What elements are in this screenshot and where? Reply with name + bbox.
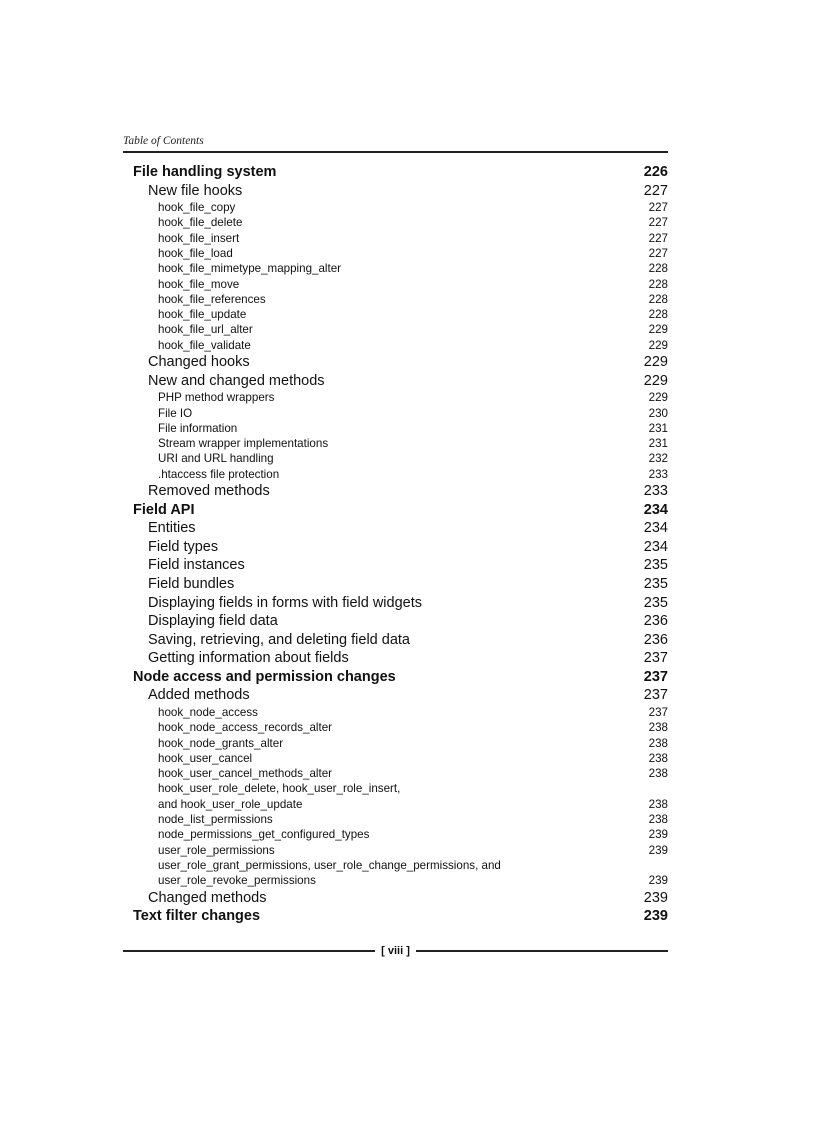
toc-entry-title: hook_file_move xyxy=(158,277,240,291)
toc-entry-title: Displaying fields in forms with field widgets xyxy=(148,594,422,611)
toc-entry-level-3 xyxy=(123,812,668,827)
toc-entry-level-1 xyxy=(123,501,668,520)
toc-entry-title: Field API xyxy=(133,501,195,518)
toc-entry-page: 239 xyxy=(648,828,668,842)
header-rule xyxy=(123,151,668,153)
toc-entry-title: hook_node_access xyxy=(158,705,258,719)
toc-entry-page: 239 xyxy=(643,889,668,906)
toc-list xyxy=(123,163,668,926)
toc-entry-level-3 xyxy=(123,797,668,812)
toc-entry-title: Saving, retrieving, and deleting field data xyxy=(148,631,410,648)
toc-entry-level-3 xyxy=(123,261,668,276)
toc-entry-page: 227 xyxy=(648,216,668,230)
toc-entry-level-3 xyxy=(123,406,668,421)
toc-entry-page: 230 xyxy=(648,406,668,420)
toc-entry-page: 239 xyxy=(643,908,668,925)
toc-entry-page: 231 xyxy=(648,437,668,451)
toc-entry-page: 229 xyxy=(648,391,668,405)
toc-entry-level-3 xyxy=(123,467,668,482)
toc-entry-level-2 xyxy=(123,182,668,201)
toc-entry-level-2 xyxy=(123,538,668,557)
toc-entry-page: 238 xyxy=(648,751,668,765)
toc-entry-title: New and changed methods xyxy=(148,372,325,389)
toc-entry-page: 228 xyxy=(648,262,668,276)
toc-entry-page: 227 xyxy=(643,182,668,199)
toc-entry-page: 236 xyxy=(643,613,668,630)
toc-entry-page: 239 xyxy=(648,843,668,857)
toc-entry-title: Stream wrapper implementations xyxy=(158,437,329,451)
toc-entry-title: New file hooks xyxy=(148,182,243,199)
toc-entry-page: 229 xyxy=(643,354,668,371)
toc-entry-level-1 xyxy=(123,163,668,182)
toc-entry-title: File IO xyxy=(158,406,193,420)
toc-entry-title: user_role_permissions xyxy=(158,843,275,857)
toc-entry-level-1 xyxy=(123,907,668,926)
toc-entry-level-3 xyxy=(123,827,668,842)
toc-entry-page: 238 xyxy=(648,721,668,735)
toc-entry-page: 238 xyxy=(648,797,668,811)
toc-entry-title: hook_user_cancel xyxy=(158,751,253,765)
toc-entry-page: 234 xyxy=(643,538,668,555)
toc-entry-level-3 xyxy=(123,338,668,353)
toc-entry-level-2 xyxy=(123,889,668,908)
toc-entry-level-2 xyxy=(123,372,668,391)
toc-entry-level-3 xyxy=(123,843,668,858)
toc-entry-page: 237 xyxy=(643,687,668,704)
toc-entry-page: 231 xyxy=(648,421,668,435)
toc-entry-title: Entities xyxy=(148,520,196,537)
toc-entry-level-3 xyxy=(123,451,668,466)
toc-entry-page: 237 xyxy=(643,668,668,685)
toc-entry-level-2 xyxy=(123,686,668,705)
toc-entry-level-2 xyxy=(123,631,668,650)
toc-entry-page: 237 xyxy=(643,650,668,667)
toc-entry-page: 228 xyxy=(648,292,668,306)
toc-entry-title: URI and URL handling xyxy=(158,452,274,466)
toc-entry-title: node_list_permissions xyxy=(158,813,273,827)
toc-entry-title: hook_file_references xyxy=(158,292,266,306)
toc-entry-title: Displaying field data xyxy=(148,613,278,630)
toc-entry-page: 235 xyxy=(643,557,668,574)
toc-entry-level-2 xyxy=(123,519,668,538)
toc-entry-title: Getting information about fields xyxy=(148,650,349,667)
toc-entry-title: hook_node_grants_alter xyxy=(158,736,284,750)
toc-entry-page: 238 xyxy=(648,813,668,827)
toc-entry-title: hook_file_url_alter xyxy=(158,323,253,337)
toc-entry-page: 238 xyxy=(648,736,668,750)
toc-entry-title: File information xyxy=(158,421,238,435)
toc-entry-level-3 xyxy=(123,705,668,720)
toc-entry-title: .htaccess file protection xyxy=(158,467,280,481)
toc-entry-level-3 xyxy=(123,215,668,230)
toc-entry-title: Removed methods xyxy=(148,483,270,500)
toc-entry-title: hook_node_access_records_alter xyxy=(158,721,333,735)
toc-entry-page: 235 xyxy=(643,594,668,611)
toc-entry-level-3 xyxy=(123,781,668,796)
page-footer xyxy=(123,945,668,957)
toc-entry-title: Field types xyxy=(148,538,219,555)
toc-entry-title: hook_file_load xyxy=(158,246,233,260)
toc-entry-level-2 xyxy=(123,612,668,631)
toc-entry-title: Changed hooks xyxy=(148,354,250,371)
toc-entry-level-3 xyxy=(123,322,668,337)
toc-entry-page: 229 xyxy=(648,338,668,352)
toc-entry-title: Added methods xyxy=(148,687,250,704)
toc-entry-title: Field instances xyxy=(148,557,245,574)
toc-entry-level-3 xyxy=(123,231,668,246)
toc-entry-title: Field bundles xyxy=(148,575,235,592)
toc-entry-level-3 xyxy=(123,751,668,766)
toc-entry-level-3 xyxy=(123,246,668,261)
toc-entry-level-3 xyxy=(123,436,668,451)
toc-entry-level-1 xyxy=(123,668,668,687)
toc-entry-level-3 xyxy=(123,390,668,405)
toc-entry-page: 228 xyxy=(648,277,668,291)
toc-entry-title: File handling system xyxy=(133,164,277,180)
toc-entry-title: node_permissions_get_configured_types xyxy=(158,828,370,842)
toc-entry-level-2 xyxy=(123,482,668,501)
toc-entry-page: 228 xyxy=(648,308,668,322)
toc-entry-level-3 xyxy=(123,200,668,215)
toc-entry-level-3 xyxy=(123,307,668,322)
toc-entry-level-2 xyxy=(123,594,668,613)
toc-entry-level-3 xyxy=(123,873,668,888)
toc-entry-title: user_role_revoke_permissions xyxy=(158,874,316,888)
toc-entry-level-3 xyxy=(123,421,668,436)
toc-entry-page: 236 xyxy=(643,631,668,648)
toc-entry-level-2 xyxy=(123,649,668,668)
footer-rule-left xyxy=(123,950,375,952)
toc-entry-page: 233 xyxy=(648,467,668,481)
toc-entry-title: hook_file_copy xyxy=(158,201,236,215)
toc-entry-title: PHP method wrappers xyxy=(158,391,275,405)
toc-entry-page: 233 xyxy=(643,483,668,500)
toc-entry-title: user_role_grant_permissions, user_role_change_permissions, and xyxy=(158,858,501,872)
toc-entry-title: hook_file_update xyxy=(158,308,247,322)
page-number: [ viii ] xyxy=(381,945,410,957)
toc-entry-level-3 xyxy=(123,277,668,292)
toc-entry-level-3 xyxy=(123,720,668,735)
toc-entry-title: hook_file_delete xyxy=(158,216,243,230)
running-header: Table of Contents xyxy=(123,135,204,147)
toc-entry-title: hook_file_insert xyxy=(158,231,240,245)
footer-rule-right xyxy=(416,950,668,952)
toc-entry-title: hook_user_role_delete, hook_user_role_insert, xyxy=(158,782,401,796)
toc-entry-level-3 xyxy=(123,858,668,873)
toc-entry-page: 227 xyxy=(648,231,668,245)
toc-entry-title: Node access and permission changes xyxy=(133,668,396,685)
toc-entry-page: 239 xyxy=(648,874,668,888)
toc-entry-page: 234 xyxy=(643,501,668,518)
toc-entry-page: 229 xyxy=(643,372,668,389)
toc-entry-title: Changed methods xyxy=(148,889,267,906)
toc-entry-page: 227 xyxy=(648,246,668,260)
toc-entry-title: and hook_user_role_update xyxy=(158,797,303,811)
toc-entry-title: Text filter changes xyxy=(133,908,261,925)
toc-entry-page: 235 xyxy=(643,575,668,592)
toc-entry-level-3 xyxy=(123,292,668,307)
toc-entry-level-2 xyxy=(123,575,668,594)
toc-entry-page: 227 xyxy=(648,201,668,215)
toc-entry-page: 232 xyxy=(648,452,668,466)
toc-entry-level-3 xyxy=(123,766,668,781)
toc-entry-page: 229 xyxy=(648,323,668,337)
toc-entry-title: hook_file_mimetype_mapping_alter xyxy=(158,262,342,276)
toc-entry-page: 238 xyxy=(648,767,668,781)
toc-entry-page: 234 xyxy=(643,520,668,537)
toc-entry-page: 237 xyxy=(648,705,668,719)
toc-entry-title: hook_file_validate xyxy=(158,338,251,352)
toc-entry-page: 226 xyxy=(643,164,668,180)
toc-entry-level-3 xyxy=(123,736,668,751)
toc-entry-level-2 xyxy=(123,556,668,575)
toc-entry-title: hook_user_cancel_methods_alter xyxy=(158,767,333,781)
toc-entry-level-2 xyxy=(123,353,668,372)
